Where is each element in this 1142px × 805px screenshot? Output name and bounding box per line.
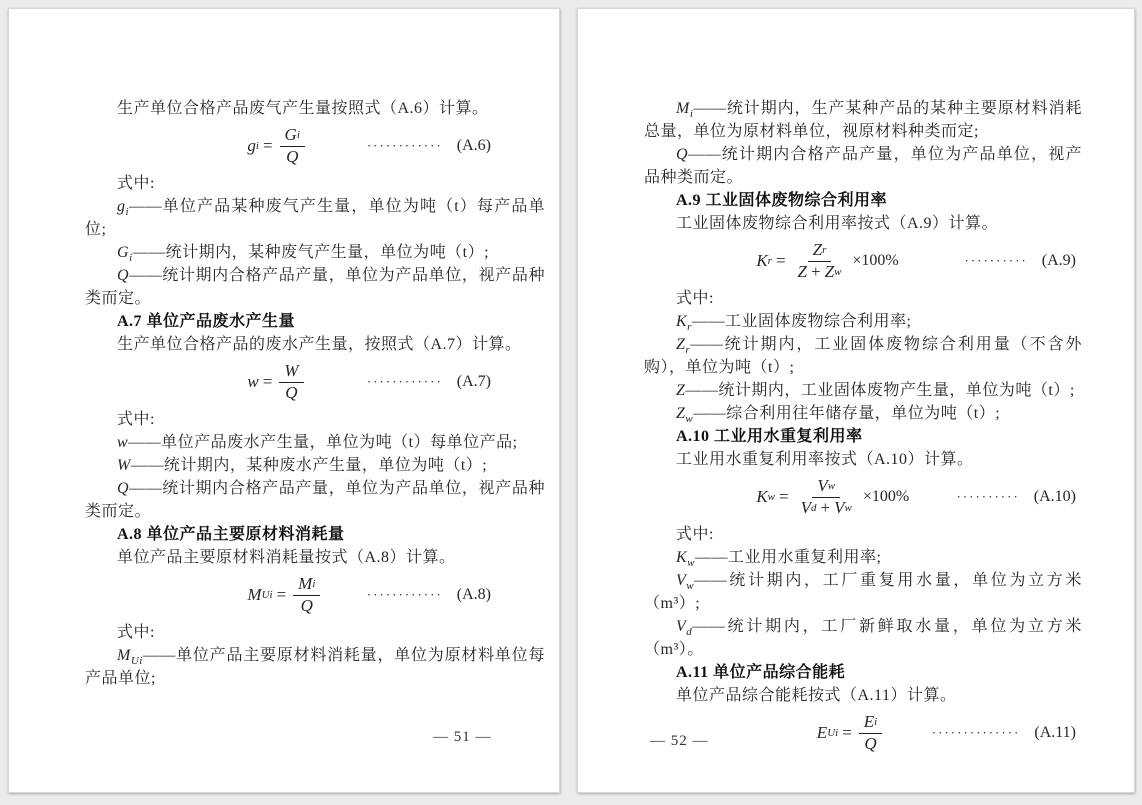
formula-label: (A.11)	[1034, 724, 1076, 741]
variable: g	[117, 198, 126, 215]
fraction	[280, 125, 305, 167]
multiplier: ×100%	[852, 252, 899, 269]
formula-tail	[932, 724, 1076, 742]
dot-leader: ··············	[931, 725, 1021, 740]
dot-leader: ··········	[956, 489, 1020, 504]
equation: M Ui = M i Q	[247, 574, 323, 616]
term-text: ——单位产品主要原材料消耗量，单位为原材料单位每产品单位;	[85, 647, 545, 687]
term-text: ——统计期内，某种废气产生量，单位为吨（t）;	[132, 244, 490, 261]
formula-tail	[367, 373, 491, 391]
term-text: ——单位产品废水产生量，单位为吨（t）每单位产品;	[128, 434, 518, 451]
subscript: w	[685, 413, 694, 426]
denominator	[280, 383, 302, 403]
formula-a10	[644, 471, 1082, 523]
paragraph: 式中:	[676, 290, 714, 307]
variable: Z	[676, 336, 686, 353]
variable: V	[817, 476, 828, 496]
variable: Z	[797, 261, 807, 281]
variable: K	[676, 313, 688, 330]
term-definition	[85, 241, 545, 264]
term-text: ——综合利用往年储存量，单位为吨（t）;	[693, 405, 1001, 422]
term-text: ——工业固体废物综合利用率;	[691, 313, 912, 330]
paragraph: 工业用水重复利用率按式（A.10）计算。	[676, 451, 974, 468]
variable: w	[247, 372, 259, 391]
paragraph: 工业固体废物综合利用率按式（A.9）计算。	[676, 215, 999, 232]
subscript: r	[685, 344, 691, 357]
dot-leader: ············	[366, 138, 443, 153]
term-text: ——统计期内，工业固体废物产生量，单位为吨（t）;	[685, 382, 1075, 399]
formula-a6	[85, 120, 545, 172]
equals-sign: =	[262, 372, 273, 391]
variable: M	[298, 574, 313, 594]
term-variable	[117, 480, 129, 497]
term-variable	[676, 313, 692, 334]
variable: G	[117, 244, 130, 261]
document-page-52	[577, 8, 1135, 793]
fraction	[859, 712, 882, 754]
variable: Q	[285, 382, 298, 402]
term-variable	[676, 618, 693, 639]
term-variable	[117, 457, 131, 474]
variable: V	[834, 497, 845, 517]
formula-tail	[956, 488, 1076, 506]
document-page-51	[8, 8, 560, 793]
term-text: ——统计期内，工业固体废物综合利用量（不含外购），单位为吨（t）;	[644, 336, 1082, 376]
term-text: ——统计期内合格产品产量，单位为产品单位，视产品种类而定。	[85, 267, 545, 307]
variable: g	[247, 136, 256, 155]
variable: M	[117, 647, 131, 664]
denominator	[859, 734, 881, 754]
section-heading: A.11 单位产品综合能耗	[676, 664, 846, 681]
equation: E Ui = E i Q	[817, 712, 885, 754]
subscript: d	[686, 626, 693, 639]
variable: E	[863, 712, 875, 732]
numerator: G i	[280, 125, 305, 146]
paragraph: 生产单位合格产品的废水产生量，按照式（A.7）计算。	[117, 336, 522, 353]
term-definition	[85, 431, 545, 454]
term-variable	[117, 244, 133, 265]
term-definition	[85, 195, 545, 241]
subscript: w	[686, 580, 695, 593]
paragraph: 式中:	[117, 411, 155, 428]
term-variable	[117, 198, 130, 219]
equation: g i = G i Q	[247, 125, 308, 167]
term-definition	[644, 379, 1082, 402]
subscript: i	[125, 206, 130, 219]
subscript: i	[689, 108, 694, 121]
section-heading: A.7 单位产品废水产生量	[117, 313, 296, 330]
term-variable	[676, 146, 688, 163]
term-definition	[644, 402, 1082, 425]
term-text: ——统计期内，工厂新鲜取水量，单位为立方米（m³）。	[644, 618, 1082, 658]
term-text: ——工业用水重复利用率;	[695, 549, 882, 566]
term-text: ——统计期内，某种废水产生量，单位为吨（t）;	[130, 457, 488, 474]
numerator: V w	[812, 476, 840, 497]
variable: Q	[286, 146, 299, 166]
operator: +	[820, 497, 831, 517]
variable: V	[676, 618, 687, 635]
variable: M	[676, 100, 690, 117]
term-definition	[644, 546, 1082, 569]
term-definition	[644, 97, 1082, 143]
equals-sign: =	[775, 251, 786, 270]
dot-leader: ··········	[964, 253, 1028, 268]
term-variable	[117, 267, 129, 284]
term-definition	[644, 333, 1082, 379]
term-variable	[117, 434, 128, 451]
subscript: r	[687, 321, 692, 334]
term-variable	[676, 336, 691, 357]
formula-tail	[367, 137, 491, 155]
formula-a8	[85, 569, 545, 621]
variable: Z	[676, 405, 686, 422]
term-variable	[676, 572, 695, 593]
term-definition	[85, 477, 545, 523]
term-text: ——统计期内，生产某种产品的某种主要原材料消耗总量，单位为原材料单位，视原材料种类而定;	[644, 100, 1082, 140]
fraction	[293, 574, 320, 616]
term-variable	[676, 405, 694, 426]
paragraph: 生产单位合格产品废气产生量按照式（A.6）计算。	[117, 100, 489, 117]
denominator: V d + V w	[800, 497, 852, 517]
variable: Z	[676, 382, 686, 399]
term-variable	[117, 647, 143, 668]
term-text: ——统计期内，工厂重复用水量，单位为立方米（m³）;	[644, 572, 1082, 612]
variable: K	[756, 487, 768, 506]
equation: K w = V w V d + V w ×100%	[756, 476, 910, 517]
equals-sign: =	[842, 723, 852, 742]
variable: Q	[300, 595, 313, 615]
formula-tail	[367, 586, 491, 604]
term-variable	[676, 382, 685, 399]
fraction	[279, 361, 303, 403]
term-text: ——统计期内合格产品产量，单位为产品单位，视产品种类而定。	[85, 480, 545, 520]
section-heading: A.9 工业固体废物综合利用率	[676, 192, 888, 209]
formula-tail	[964, 252, 1076, 270]
term-definition	[85, 454, 545, 477]
numerator: E i	[859, 712, 882, 733]
formula-label: (A.6)	[456, 137, 491, 154]
term-definition	[644, 143, 1082, 189]
section-heading: A.8 单位产品主要原材料消耗量	[117, 526, 345, 543]
variable: Q	[864, 733, 877, 753]
variable: E	[816, 723, 828, 742]
fraction	[796, 476, 857, 518]
fraction	[793, 240, 847, 282]
equals-sign: =	[779, 487, 789, 506]
variable: K	[676, 549, 688, 566]
term-text: ——统计期内合格产品产量，单位为产品单位，视产品种类而定。	[644, 146, 1082, 186]
paragraph: 式中:	[117, 624, 155, 641]
paragraph: 式中:	[676, 526, 714, 543]
term-definition	[644, 615, 1082, 661]
page-52-number: — 52 —	[650, 733, 709, 749]
denominator	[281, 147, 303, 167]
subscript: i	[129, 252, 133, 265]
subscript: Ui	[130, 655, 143, 668]
paragraph: 单位产品综合能耗按式（A.11）计算。	[676, 687, 957, 704]
equals-sign: =	[276, 585, 287, 604]
dot-leader: ············	[366, 587, 443, 602]
paragraph: 式中:	[117, 175, 155, 192]
variable: Q	[117, 480, 130, 497]
formula-label: (A.7)	[456, 373, 491, 390]
variable: w	[117, 434, 129, 451]
page-52-content	[578, 97, 1134, 759]
term-text: ——单位产品某种废气产生量，单位为吨（t）每产品单位;	[85, 198, 545, 238]
variable: G	[284, 125, 297, 145]
term-variable	[676, 549, 696, 570]
operator: +	[811, 261, 821, 281]
equals-sign: =	[262, 136, 273, 155]
variable: Z	[824, 261, 835, 281]
dot-leader: ············	[366, 374, 443, 389]
term-definition	[644, 569, 1082, 615]
variable: V	[800, 497, 811, 517]
subscript: w	[687, 557, 696, 570]
formula-a9	[644, 235, 1082, 287]
section-heading: A.10 工业用水重复利用率	[676, 428, 863, 445]
formula-label: (A.9)	[1041, 252, 1076, 269]
variable: W	[284, 361, 299, 381]
term-definition	[644, 310, 1082, 333]
variable: M	[247, 585, 262, 604]
formula-label: (A.10)	[1033, 488, 1076, 505]
variable: Z	[812, 240, 823, 260]
term-variable	[676, 100, 694, 121]
page-51-number: — 51 —	[433, 729, 492, 745]
variable: Q	[117, 267, 130, 284]
denominator	[296, 596, 318, 616]
variable: V	[676, 572, 687, 589]
numerator	[279, 361, 303, 382]
page-51-content	[9, 97, 559, 690]
equation	[247, 361, 306, 403]
variable: K	[756, 251, 768, 270]
formula-label: (A.8)	[456, 586, 491, 603]
numerator: Z r	[808, 240, 832, 261]
term-definition	[85, 644, 545, 690]
term-definition	[85, 264, 545, 310]
variable: W	[117, 457, 131, 474]
multiplier: ×100%	[862, 488, 910, 505]
formula-a7	[85, 356, 545, 408]
numerator: M i	[293, 574, 320, 595]
formula-a11	[644, 707, 1082, 759]
equation: K r = Z r Z + Z w ×100%	[756, 240, 899, 281]
denominator: Z + Z w	[797, 261, 842, 281]
paragraph: 单位产品主要原材料消耗量按式（A.8）计算。	[117, 549, 456, 566]
variable: Q	[676, 146, 689, 163]
